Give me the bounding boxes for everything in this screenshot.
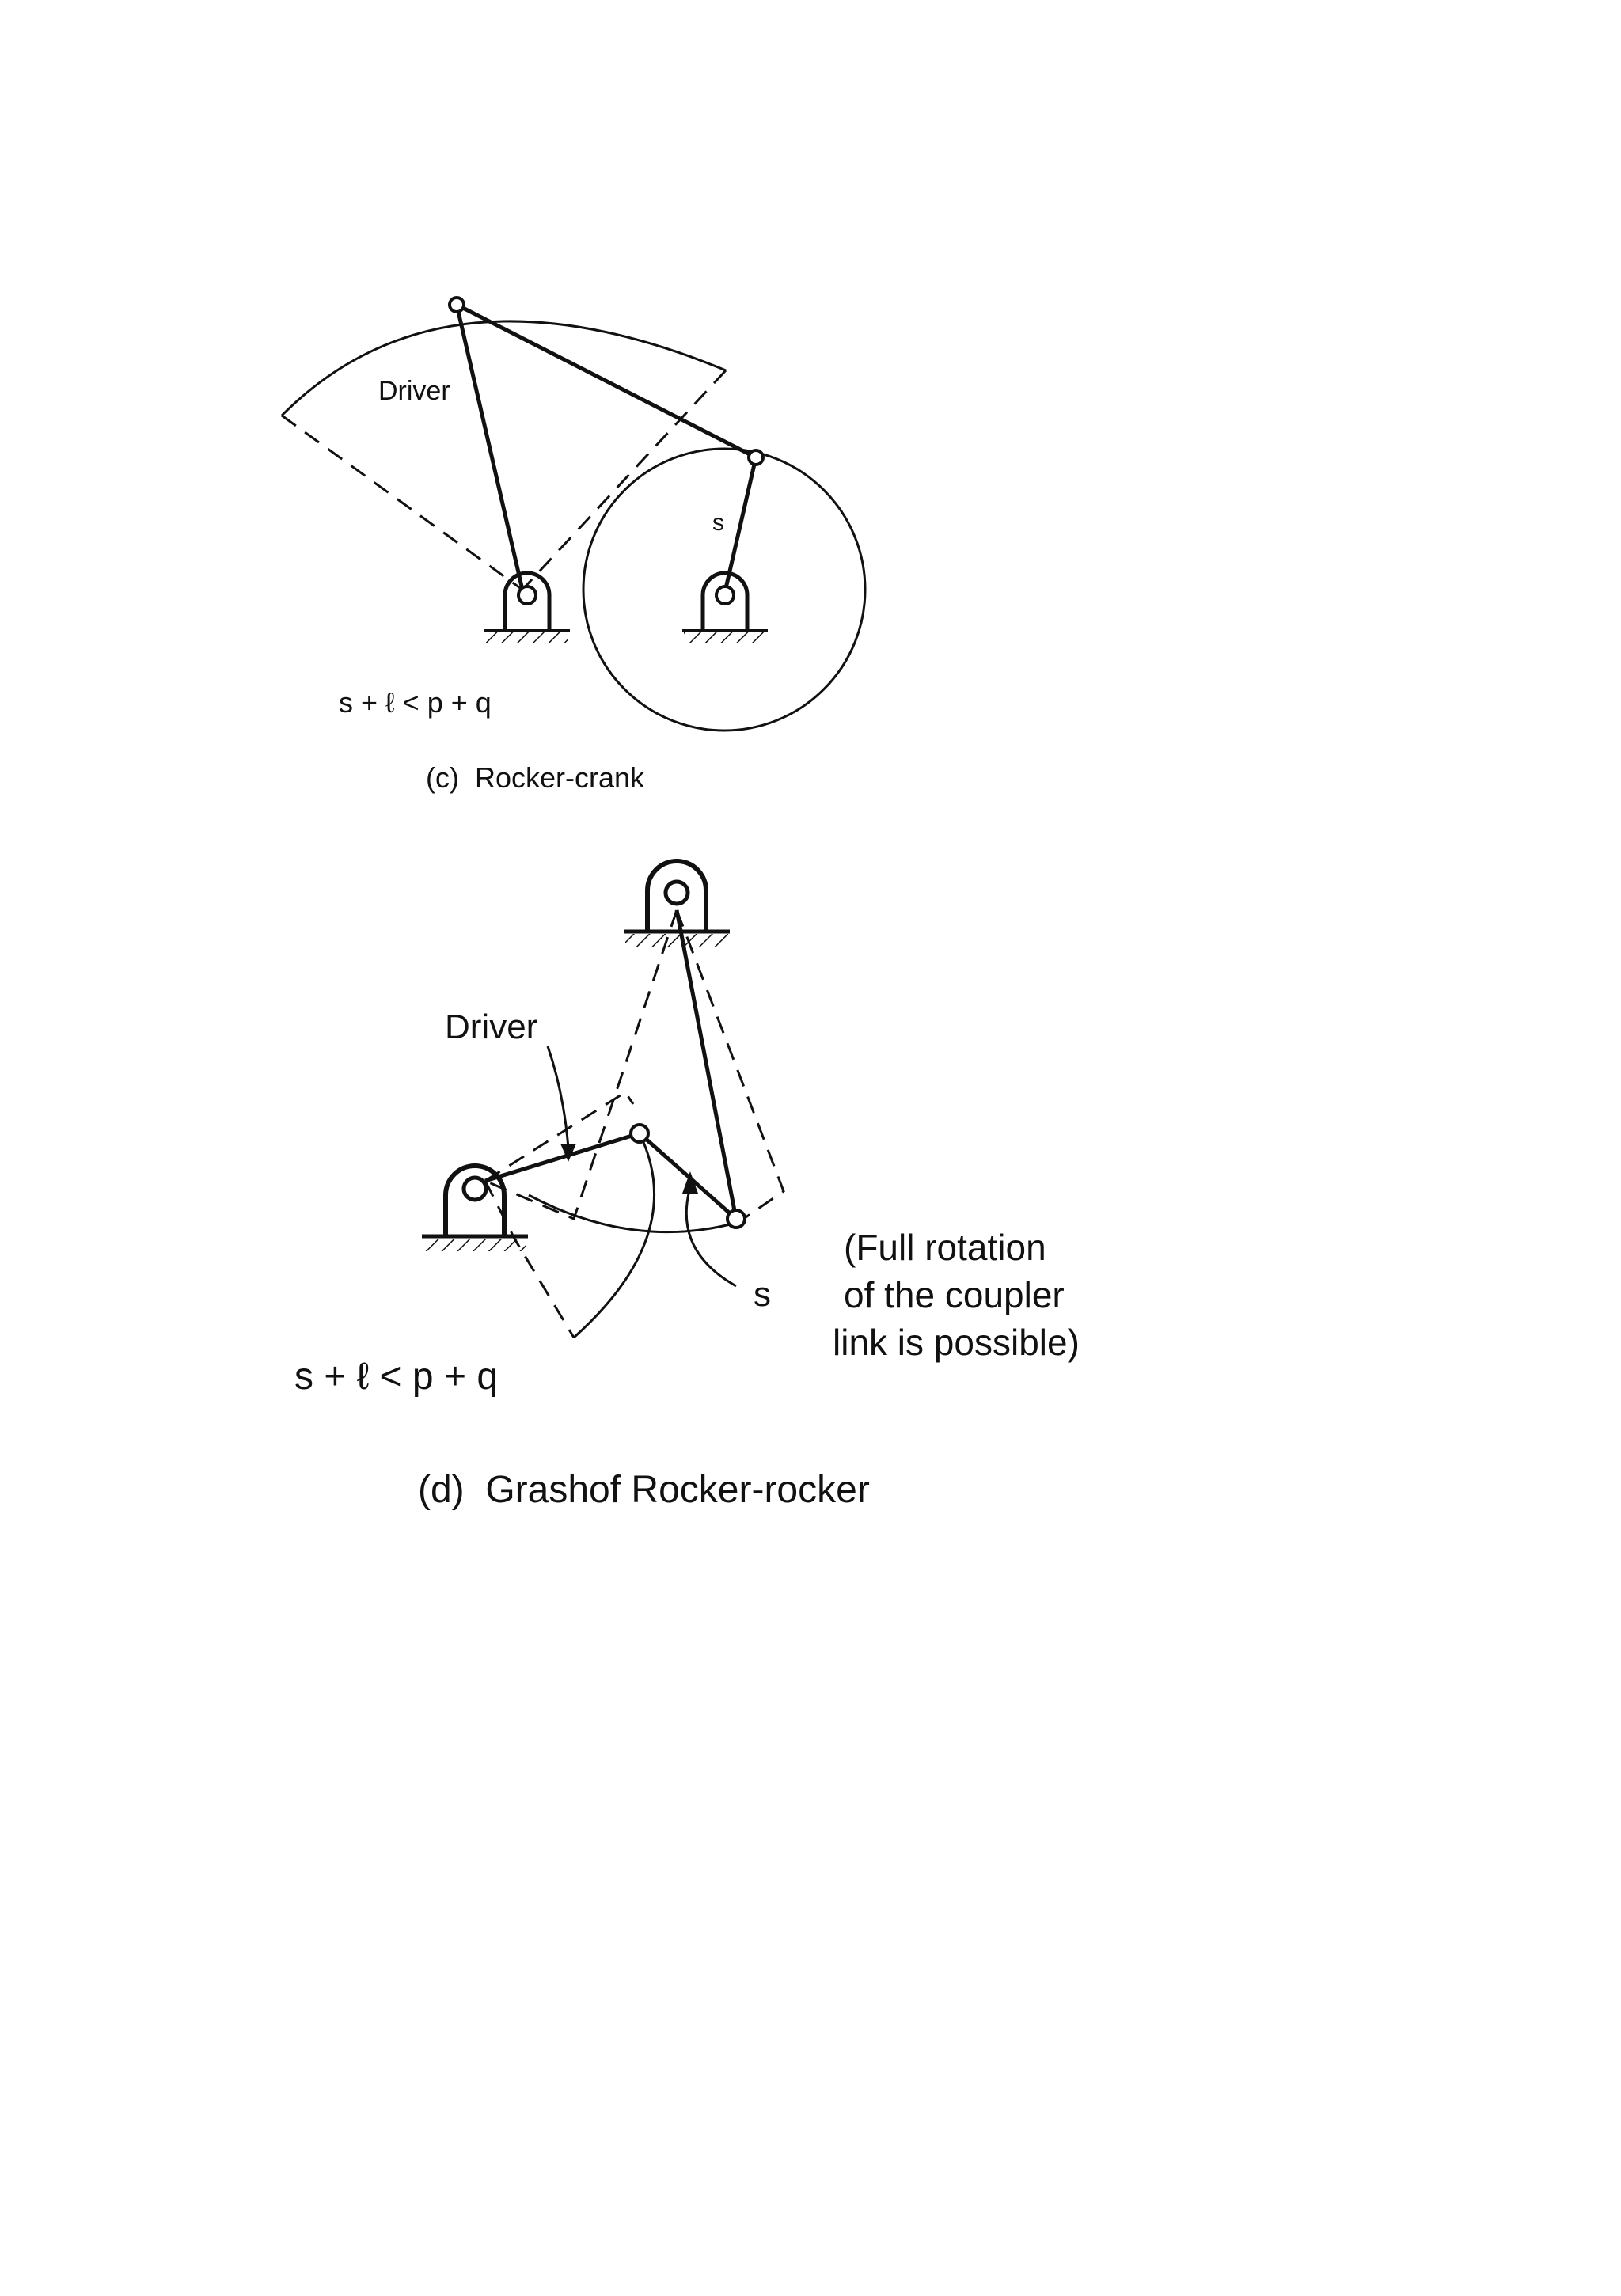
joint-coupler-follower	[727, 1210, 745, 1228]
diagram-caption: (c) Rocker-crank	[426, 761, 645, 794]
coupler-link	[457, 305, 756, 457]
joint-coupler-crank	[749, 450, 763, 465]
diagram-caption: (d) Grashof Rocker-rocker	[418, 1469, 870, 1511]
extreme-position-right	[677, 910, 784, 1223]
diagram-rocker-crank	[282, 298, 865, 794]
note-line-2: of the coupler	[844, 1274, 1065, 1315]
note-line-3: link is possible)	[833, 1322, 1080, 1363]
driver-swing-arc	[282, 321, 726, 416]
diagram-grashof-rocker-rocker	[294, 861, 1080, 1511]
grashof-condition: s + ℓ < p + q	[339, 686, 492, 719]
short-link-label: s	[712, 510, 724, 536]
grashof-condition: s + ℓ < p + q	[294, 1356, 499, 1398]
driver-link	[485, 1133, 640, 1181]
driver-label: Driver	[378, 376, 450, 406]
driver-swing-arc	[529, 1195, 736, 1232]
ground-pivot-top	[624, 861, 730, 947]
driver-arrow	[548, 1046, 568, 1148]
coupler-swing-arc	[574, 1133, 655, 1338]
ground-pivot-left	[422, 1166, 528, 1251]
note-line-1: (Full rotation	[844, 1227, 1046, 1268]
driver-limit-right	[522, 370, 726, 590]
driver-label: Driver	[445, 1008, 538, 1046]
joint-driver-top	[450, 298, 464, 312]
short-link-label: s	[754, 1275, 771, 1314]
joint-driver-coupler	[631, 1125, 648, 1142]
extreme-position-lower	[485, 1181, 574, 1338]
s-arrow	[686, 1187, 736, 1286]
driver-link	[457, 305, 522, 590]
note-full-rotation	[833, 1227, 1080, 1363]
